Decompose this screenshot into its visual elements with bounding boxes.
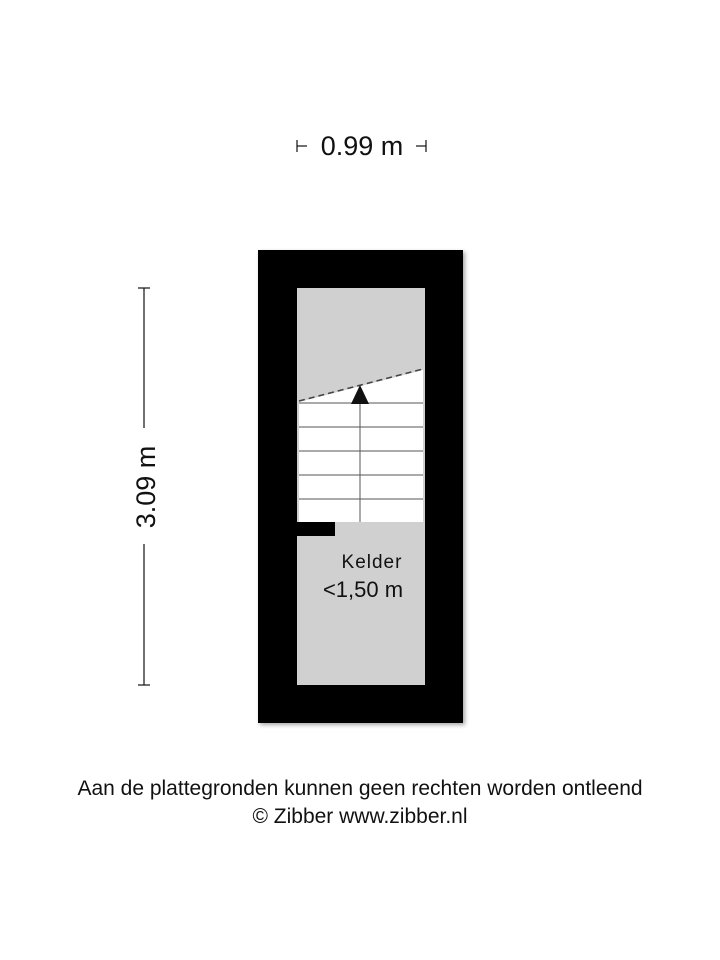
copyright-text: © Zibber www.zibber.nl xyxy=(252,805,468,828)
stair-wall-stub xyxy=(297,522,335,536)
disclaimer-text: Aan de plattegronden kunnen geen rechten worden ontleend xyxy=(77,777,643,800)
width-dimension xyxy=(297,131,426,161)
length-dimension xyxy=(131,288,161,685)
room-height: <1,50 m xyxy=(322,577,404,602)
room-name: Kelder xyxy=(341,552,403,573)
length-dimension-label: 3.09 m xyxy=(131,445,161,529)
width-dimension-label: 0.99 m xyxy=(320,131,404,161)
